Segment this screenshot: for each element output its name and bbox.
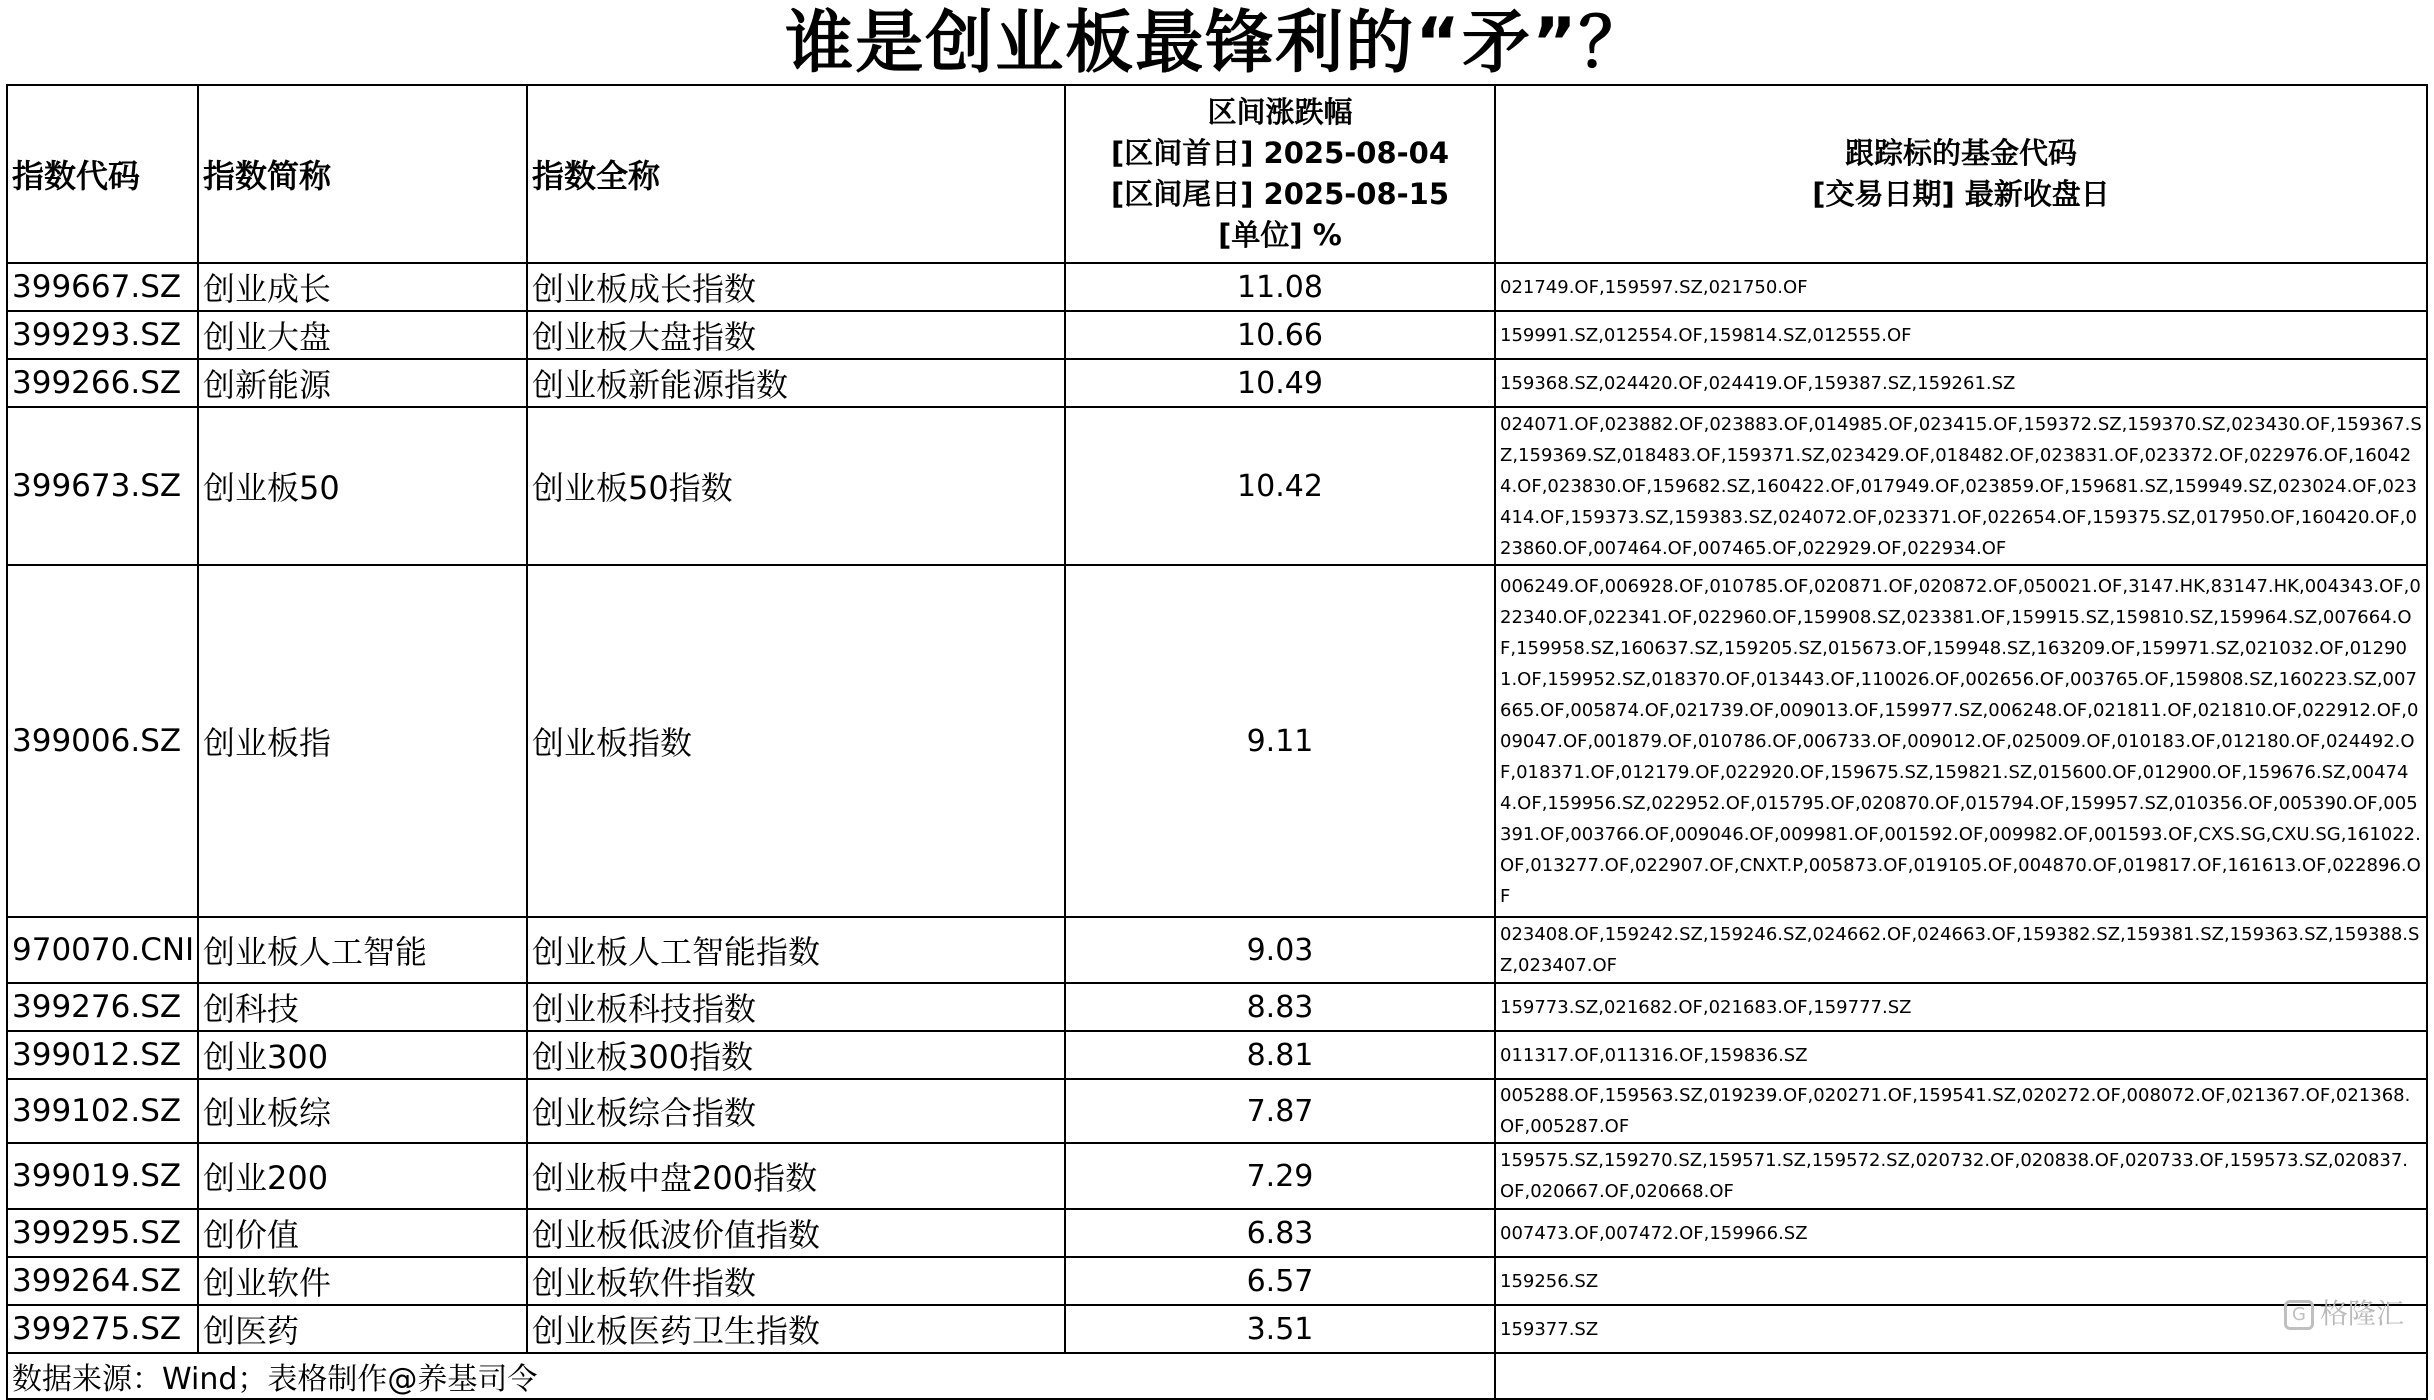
table-row (7, 311, 2427, 359)
watermark (2284, 1292, 2404, 1332)
index-code: 399266.SZ (7, 359, 198, 407)
index-code: 399295.SZ (7, 1209, 198, 1257)
index-full-name: 创业板科技指数 (527, 983, 1065, 1031)
header-full-name: 指数全称 (527, 85, 1065, 263)
table-row (7, 1031, 2427, 1079)
fund-codes: 159256.SZ (1495, 1257, 2427, 1305)
index-full-name: 创业板指数 (527, 565, 1065, 917)
index-short-name: 创业大盘 (198, 311, 527, 359)
index-full-name: 创业板新能源指数 (527, 359, 1065, 407)
index-short-name: 创业300 (198, 1031, 527, 1079)
index-code: 399275.SZ (7, 1305, 198, 1353)
header-code: 指数代码 (7, 85, 198, 263)
index-change: 11.08 (1065, 263, 1495, 311)
fund-codes: 006249.OF,006928.OF,010785.OF,020871.OF,020872.OF,050021.OF,3147.HK,83147.HK,004343.OF,022340.OF,022341.OF,022960.OF,159908.SZ,023381.OF,159915.SZ,159810.SZ,159964.SZ,007664.OF,159958.SZ,160637.SZ,159205.SZ,015673.OF,159948.SZ,163209.OF,159971.SZ,021032.OF,012901.OF,159952.SZ,018370.OF,013443.OF,110026.OF,002656.OF,003765.OF,159808.SZ,160223.SZ,007665.OF,005874.OF,021739.OF,009013.OF,159977.SZ,006248.OF,021811.OF,021810.OF,022912.OF,009047.OF,001879.OF,010786.OF,006733.OF,009012.OF,025009.OF,010183.OF,012180.OF,024492.OF,018371.OF,012179.OF,022920.OF,159675.SZ,159821.SZ,015600.OF,012900.OF,159676.SZ,004744.OF,159956.SZ,022952.OF,015795.OF,020870.OF,015794.OF,159957.SZ,010356.OF,005390.OF,005391.OF,003766.OF,009046.OF,009981.OF,001592.OF,009982.OF,001593.OF,CXS.SG,CXU.SG,161022.OF,013277.OF,022907.OF,CNXT.P,005873.OF,019105.OF,004870.OF,019817.OF,161613.OF,022896.OF (1495, 565, 2427, 917)
index-change: 10.42 (1065, 407, 1495, 565)
index-short-name: 创业板人工智能 (198, 917, 527, 983)
index-short-name: 创业板指 (198, 565, 527, 917)
index-change: 6.57 (1065, 1257, 1495, 1305)
footer-row (7, 1353, 2427, 1399)
index-change: 3.51 (1065, 1305, 1495, 1353)
fund-codes: 159991.SZ,012554.OF,159814.SZ,012555.OF (1495, 311, 2427, 359)
index-full-name: 创业板医药卫生指数 (527, 1305, 1065, 1353)
index-change: 9.11 (1065, 565, 1495, 917)
fund-codes: 021749.OF,159597.SZ,021750.OF (1495, 263, 2427, 311)
header-funds-line1: 跟踪标的基金代码 (1844, 136, 2077, 170)
header-change-line4: [单位] % (1218, 218, 1342, 252)
index-code: 399276.SZ (7, 983, 198, 1031)
index-code: 399102.SZ (7, 1079, 198, 1143)
index-short-name: 创业板综 (198, 1079, 527, 1143)
index-code: 399667.SZ (7, 263, 198, 311)
header-change-line1: 区间涨跌幅 (1207, 95, 1353, 129)
index-full-name: 创业板50指数 (527, 407, 1065, 565)
table-row (7, 1079, 2427, 1143)
fund-codes: 007473.OF,007472.OF,159966.SZ (1495, 1209, 2427, 1257)
index-change: 10.66 (1065, 311, 1495, 359)
data-source-note: 数据来源：Wind；表格制作@养基司令 (7, 1353, 1495, 1399)
watermark-text: 格隆汇 (2319, 1297, 2404, 1330)
index-full-name: 创业板软件指数 (527, 1257, 1065, 1305)
index-full-name: 创业板大盘指数 (527, 311, 1065, 359)
fund-codes: 005288.OF,159563.SZ,019239.OF,020271.OF,159541.SZ,020272.OF,008072.OF,021367.OF,021368.OF,005287.OF (1495, 1079, 2427, 1143)
index-code: 399293.SZ (7, 311, 198, 359)
index-short-name: 创业成长 (198, 263, 527, 311)
index-short-name: 创业板50 (198, 407, 527, 565)
index-short-name: 创科技 (198, 983, 527, 1031)
fund-codes: 023408.OF,159242.SZ,159246.SZ,024662.OF,024663.OF,159382.SZ,159381.SZ,159363.SZ,159388.SZ,023407.OF (1495, 917, 2427, 983)
fund-codes: 159773.SZ,021682.OF,021683.OF,159777.SZ (1495, 983, 2427, 1031)
fund-codes: 011317.OF,011316.OF,159836.SZ (1495, 1031, 2427, 1079)
table-row (7, 1143, 2427, 1209)
index-table (6, 84, 2428, 1400)
index-full-name: 创业板300指数 (527, 1031, 1065, 1079)
header-change (1065, 85, 1495, 263)
index-change: 8.83 (1065, 983, 1495, 1031)
page-title: 谁是创业板最锋利的“矛”？ (785, 4, 1649, 83)
index-code: 399264.SZ (7, 1257, 198, 1305)
header-short-name: 指数简称 (198, 85, 527, 263)
header-change-line3: [区间尾日] 2025-08-15 (1110, 177, 1450, 211)
fund-codes: 159377.SZ (1495, 1305, 2427, 1353)
table-header-row (7, 85, 2427, 263)
table-row (7, 1209, 2427, 1257)
table-row (7, 263, 2427, 311)
watermark-logo-icon: G (2284, 1300, 2314, 1330)
index-short-name: 创价值 (198, 1209, 527, 1257)
footer-empty-cell (1495, 1353, 2427, 1399)
index-short-name: 创业软件 (198, 1257, 527, 1305)
index-full-name: 创业板中盘200指数 (527, 1143, 1065, 1209)
index-change: 9.03 (1065, 917, 1495, 983)
index-full-name: 创业板低波价值指数 (527, 1209, 1065, 1257)
header-change-line2: [区间首日] 2025-08-04 (1110, 136, 1450, 170)
index-short-name: 创业200 (198, 1143, 527, 1209)
index-change: 7.29 (1065, 1143, 1495, 1209)
table-row (7, 359, 2427, 407)
table-row (7, 565, 2427, 917)
index-full-name: 创业板成长指数 (527, 263, 1065, 311)
index-code: 399012.SZ (7, 1031, 198, 1079)
index-code: 399019.SZ (7, 1143, 198, 1209)
index-change: 6.83 (1065, 1209, 1495, 1257)
index-code: 399673.SZ (7, 407, 198, 565)
index-short-name: 创医药 (198, 1305, 527, 1353)
fund-codes: 024071.OF,023882.OF,023883.OF,014985.OF,023415.OF,159372.SZ,159370.SZ,023430.OF,159367.SZ,159369.SZ,018483.OF,159371.SZ,023429.OF,018482.OF,023831.OF,023372.OF,022976.OF,160424.OF,023830.OF,159682.SZ,160422.OF,017949.OF,023859.OF,159681.SZ,159949.SZ,023024.OF,023414.OF,159373.SZ,159383.SZ,024072.OF,023371.OF,022654.OF,159375.SZ,017950.OF,160420.OF,023860.OF,007464.OF,007465.OF,022929.OF,022934.OF (1495, 407, 2427, 565)
table-row (7, 1257, 2427, 1305)
index-full-name: 创业板综合指数 (527, 1079, 1065, 1143)
header-funds-line2: [交易日期] 最新收盘日 (1812, 177, 2110, 211)
fund-codes: 159368.SZ,024420.OF,024419.OF,159387.SZ,159261.SZ (1495, 359, 2427, 407)
table-row (7, 917, 2427, 983)
index-full-name: 创业板人工智能指数 (527, 917, 1065, 983)
table-row (7, 983, 2427, 1031)
table-row (7, 407, 2427, 565)
index-code: 399006.SZ (7, 565, 198, 917)
index-change: 10.49 (1065, 359, 1495, 407)
fund-codes: 159575.SZ,159270.SZ,159571.SZ,159572.SZ,020732.OF,020838.OF,020733.OF,159573.SZ,020837.OF,020667.OF,020668.OF (1495, 1143, 2427, 1209)
index-change: 8.81 (1065, 1031, 1495, 1079)
index-code: 970070.CNI (7, 917, 198, 983)
index-change: 7.87 (1065, 1079, 1495, 1143)
index-short-name: 创新能源 (198, 359, 527, 407)
header-funds (1495, 85, 2427, 263)
